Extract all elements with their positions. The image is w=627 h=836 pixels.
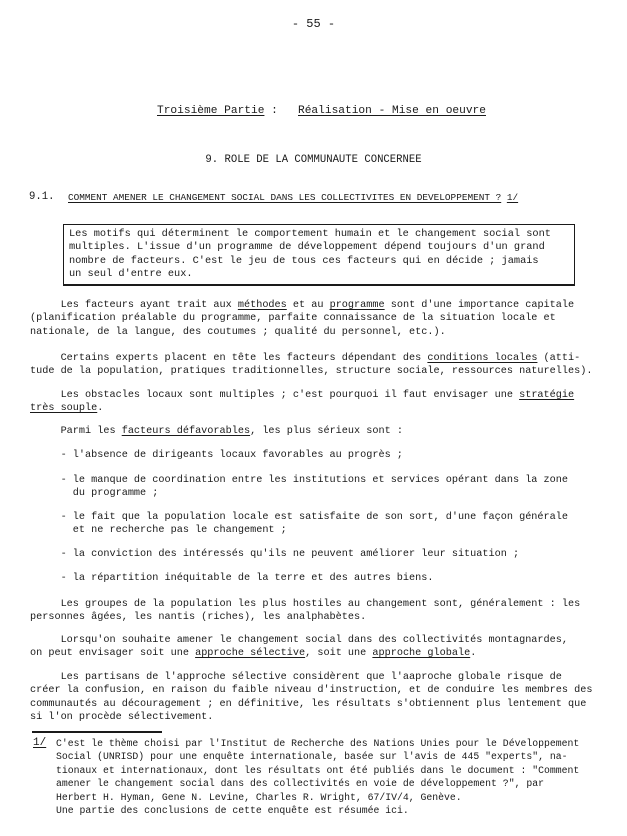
paragraph-approaches: [30, 634, 568, 661]
emphasis-conditions-locales: conditions locales: [427, 353, 538, 364]
box-line: un seul d'entre eux.: [69, 268, 193, 281]
section-heading: [68, 191, 518, 204]
text-line: tude de la population, pratiques traditionnelles, structure sociale, ressources naturelles).: [30, 366, 593, 378]
section-title: COMMENT AMENER LE CHANGEMENT SOCIAL DANS LES COLLECTIVITES EN DEVELOPPEMENT ?: [68, 192, 502, 203]
text-line: personnes âgées, les nantis (riches), les analphabètes.: [30, 612, 367, 624]
text-line: du programme ;: [30, 488, 159, 500]
footnote-text: [56, 737, 579, 817]
box-line: multiples. L'issue d'un programme de développement dépend toujours d'un grand: [69, 241, 545, 254]
text: Certains experts placent en tête les facteurs dépendant des: [30, 353, 428, 364]
paragraph-hostile-groups: [30, 598, 580, 625]
emphasis-methodes: méthodes: [237, 300, 287, 311]
emphasis-approche-globale: approche globale: [372, 648, 471, 660]
text: , les plus sérieux sont :: [250, 426, 403, 437]
footnote-line: amener le changement social dans des collectivités en voie de développement ?", par: [56, 778, 544, 790]
paragraph-unfavorable-factors: [30, 425, 403, 438]
part-heading: [157, 105, 486, 118]
paragraph-selective-partisans: [30, 671, 592, 725]
text: , soit une: [305, 648, 373, 660]
footnote-line: Social (UNRISD) pour une enquête internationale, basée sur l'avis de 445 "experts", na-: [56, 751, 568, 763]
text: (atti-: [537, 353, 581, 364]
footnote-line: C'est le thème choisi par l'Institut de Recherche des Nations Unies pour le Développement: [56, 738, 580, 749]
text-line: (planification préalable du programme, parfaite connaissance de la situation locale et: [30, 313, 556, 325]
text-line: nationale, de la langue, des coutumes ; qualité du personnel, etc.).: [30, 326, 446, 338]
text-line: si l'on procède sélectivement.: [30, 712, 214, 724]
text-line: - le fait que la population locale est satisfaite de son sort, d'une façon générale: [30, 512, 568, 523]
text-line: Lorsqu'on souhaite amener le changement social dans des collectivités montagnardes,: [30, 635, 568, 646]
list-item: [30, 474, 568, 501]
footnote-divider: [32, 731, 162, 733]
section-number: 9.1.: [29, 191, 55, 203]
box-line: Les motifs qui déterminent le comportement humain et le changement social sont: [69, 228, 551, 240]
footnote-line: tionaux et internationaux, dont les résultats ont été publiés dans le document : "Comment: [56, 764, 580, 776]
text-line: et ne recherche pas le changement ;: [30, 525, 287, 537]
paragraph-methods: [30, 299, 574, 339]
footnote-line: Herbert H. Hyman, Gene N. Levine, Charles R. Wright, 67/IV/4, Genève.: [56, 791, 462, 803]
text-line: Les groupes de la population les plus hostiles au changement sont, généralement : les: [30, 599, 581, 610]
part-title: Réalisation - Mise en oeuvre: [298, 105, 486, 117]
page-number: - 55 -: [291, 17, 336, 31]
text-line: - le manque de coordination entre les institutions et services opérant dans la zone: [30, 475, 568, 486]
emphasis-facteurs-defavorables: facteurs défavorables: [121, 426, 251, 437]
emphasis-strategie: stratégie: [519, 390, 575, 401]
text: .: [97, 403, 104, 415]
emphasis-approche-selective: approche sélective: [195, 648, 306, 660]
text: Les facteurs ayant trait aux: [30, 300, 238, 311]
list-item: [30, 511, 568, 538]
part-separator: :: [264, 105, 298, 117]
text: on peut envisager soit une: [30, 648, 196, 660]
emphasis-tres-souple: très souple: [30, 403, 98, 415]
text: Parmi les: [30, 426, 122, 437]
text-line: Les partisans de l'approche sélective considèrent que l'aaproche globale risque de: [30, 672, 562, 683]
chapter-heading: 9. ROLE DE LA COMMUNAUTE CONCERNEE: [205, 154, 422, 166]
summary-box-text: [69, 228, 551, 282]
text-line: communautés au découragement ; en définitive, les résultats s'obtiennent plus lentement que: [30, 698, 587, 710]
part-label: Troisième Partie: [157, 105, 265, 117]
text: .: [470, 648, 477, 660]
text: sont d'une importance capitale: [384, 300, 575, 311]
text: Les obstacles locaux sont multiples ; c'est pourquoi il faut envisager une: [30, 390, 520, 401]
list-item: - l'absence de dirigeants locaux favorables au progrès ;: [30, 450, 403, 461]
text: et au: [286, 300, 330, 311]
paragraph-obstacles: [30, 389, 574, 416]
box-line: nombre de facteurs. C'est le jeu de tous ces facteurs qui en décide ; jamais: [69, 254, 539, 267]
paragraph-local-conditions: [30, 352, 592, 379]
list-item: - la conviction des intéressés qu'ils ne peuvent améliorer leur situation ;: [30, 549, 520, 560]
emphasis-programme: programme: [329, 300, 385, 311]
footnote-line: Une partie des conclusions de cette enquête est résumée ici.: [56, 805, 409, 817]
footnote-marker: 1/: [33, 737, 47, 749]
text-line: créer la confusion, en raison du faible niveau d'instruction, et de conduire les membres des: [30, 685, 593, 697]
list-item: - la répartition inéquitable de la terre et des autres biens.: [30, 573, 434, 584]
footnote-reference: 1/: [506, 192, 519, 203]
